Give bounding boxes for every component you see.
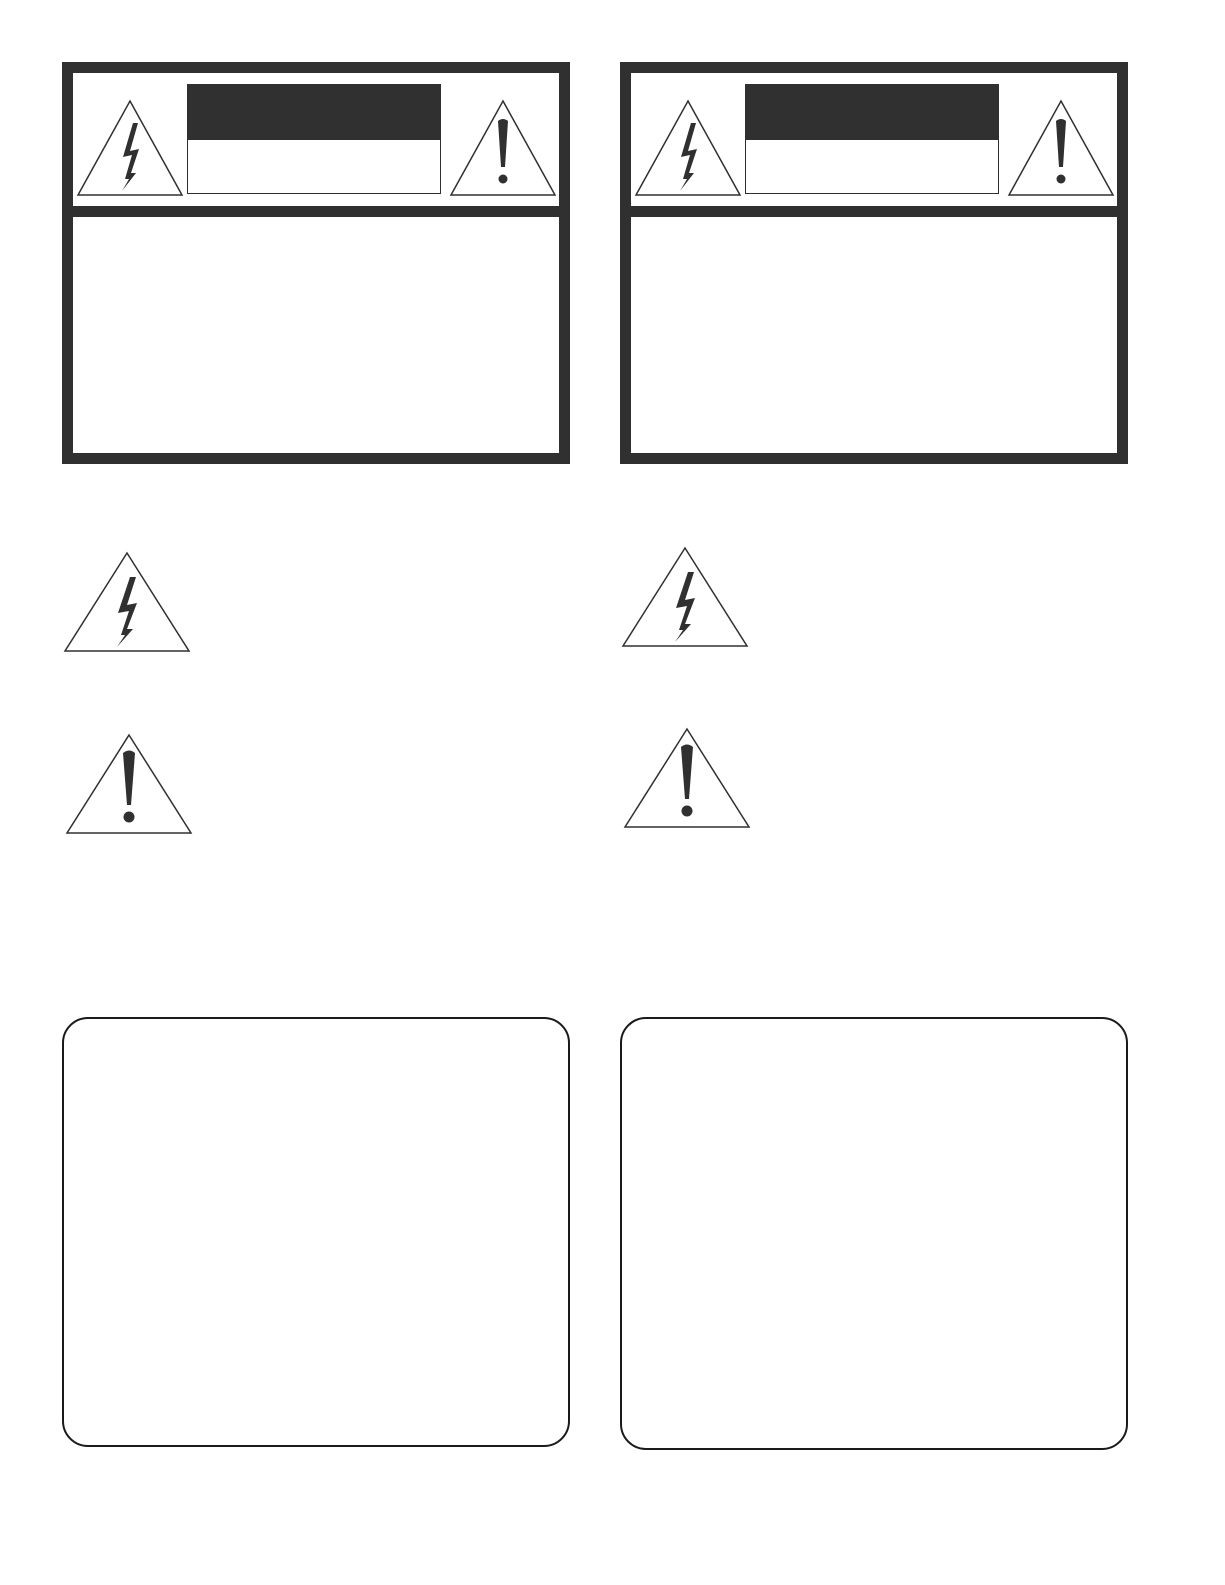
- signal-word-box: [745, 84, 999, 194]
- signal-word-bar: [746, 85, 998, 140]
- rounded-notice-box-right: [620, 1017, 1128, 1450]
- rounded-notice-box-left: [62, 1017, 570, 1447]
- signal-word-bar: [188, 85, 440, 140]
- warning-label-right: [620, 62, 1128, 464]
- signal-word-box: [187, 84, 441, 194]
- exclamation-warning-icon: [1007, 99, 1115, 197]
- electric-shock-warning-icon: [63, 551, 191, 653]
- panel-divider: [631, 206, 1117, 217]
- electric-shock-warning-icon: [634, 99, 742, 197]
- warning-label-header: [73, 73, 559, 206]
- exclamation-warning-icon: [449, 99, 557, 197]
- warning-label-body: [73, 217, 559, 453]
- electric-shock-warning-icon: [76, 99, 184, 197]
- exclamation-warning-icon: [65, 733, 193, 835]
- exclamation-warning-icon: [623, 727, 751, 829]
- warning-label-header: [631, 73, 1117, 206]
- electric-shock-warning-icon: [621, 546, 749, 648]
- warning-label-body: [631, 217, 1117, 453]
- panel-divider: [73, 206, 559, 217]
- warning-label-left: [62, 62, 570, 464]
